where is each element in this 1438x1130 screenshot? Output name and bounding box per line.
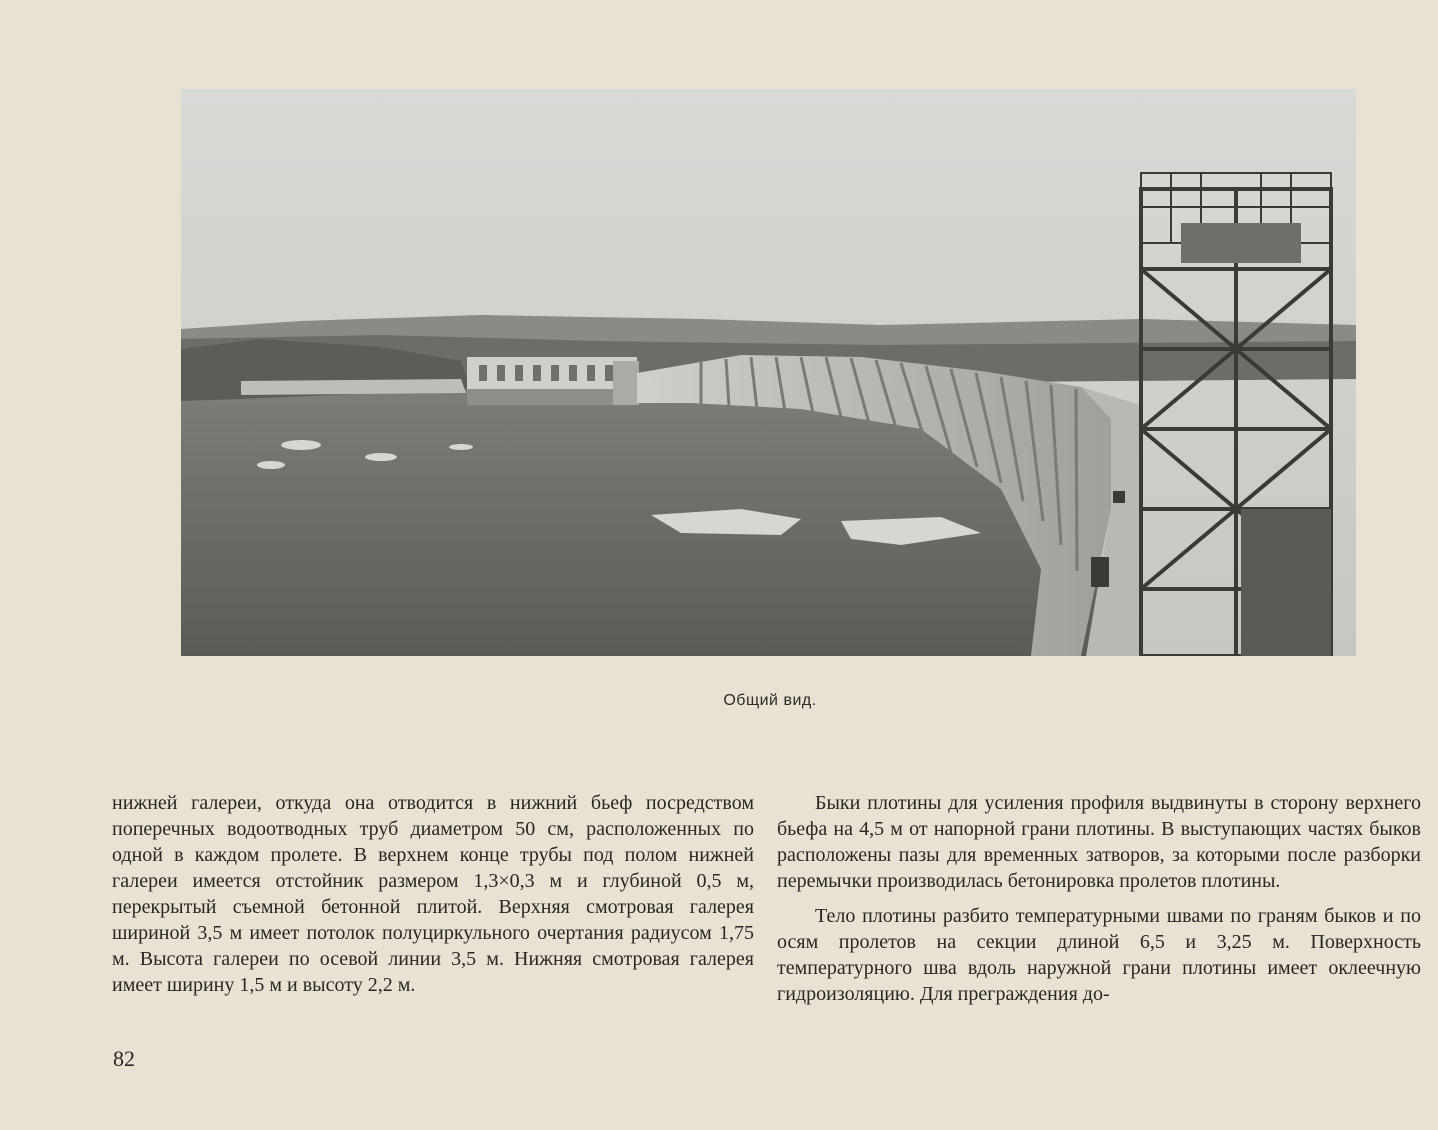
left-paragraph: нижней галереи, откуда она отводится в нижний бьеф посредством поперечных водоотводных труб диаметром 50 см, расположенных по одной в каждом пролете. В верхнем конце трубы под полом нижней галереи имеется отстойник размером 1,3×0,3 м и глубиной 0,5 м, перекрытый съемной бетонной плитой. Верхняя смотровая галерея шириной 3,5 м имеет потолок полуциркульного очертания радиусом 1,75 м. Высота галереи по осевой линии 3,5 м. Нижняя смотровая галерея имеет ширину 1,5 м и высоту 2,2 м. bbox=[112, 792, 754, 996]
page-number: 82 bbox=[113, 1046, 135, 1071]
right-paragraph-1: Быки плотины для усиления профиля выдвинуты в сторону верхнего бьефа на 4,5 м от напорной грани плотины. В выступающих частях быков расположены пазы для временных затворов, за которыми после разборки перемычки производилась бетонировка пролетов плотины. bbox=[777, 792, 1421, 892]
figure-caption: Общий вид. bbox=[723, 692, 817, 709]
dam-photograph bbox=[181, 89, 1356, 656]
right-paragraph-2: Тело плотины разбито температурными швами по граням быков и по осям пролетов на секции длиной 6,5 и 3,25 м. Поверхность температурного шва вдоль наружной грани плотины имеет оклеечную гидроизоляцию. Для преграждения до- bbox=[777, 905, 1421, 1005]
dam-photo-illustration bbox=[181, 89, 1356, 656]
left-text-column bbox=[112, 790, 754, 998]
right-text-column bbox=[777, 790, 1421, 1007]
